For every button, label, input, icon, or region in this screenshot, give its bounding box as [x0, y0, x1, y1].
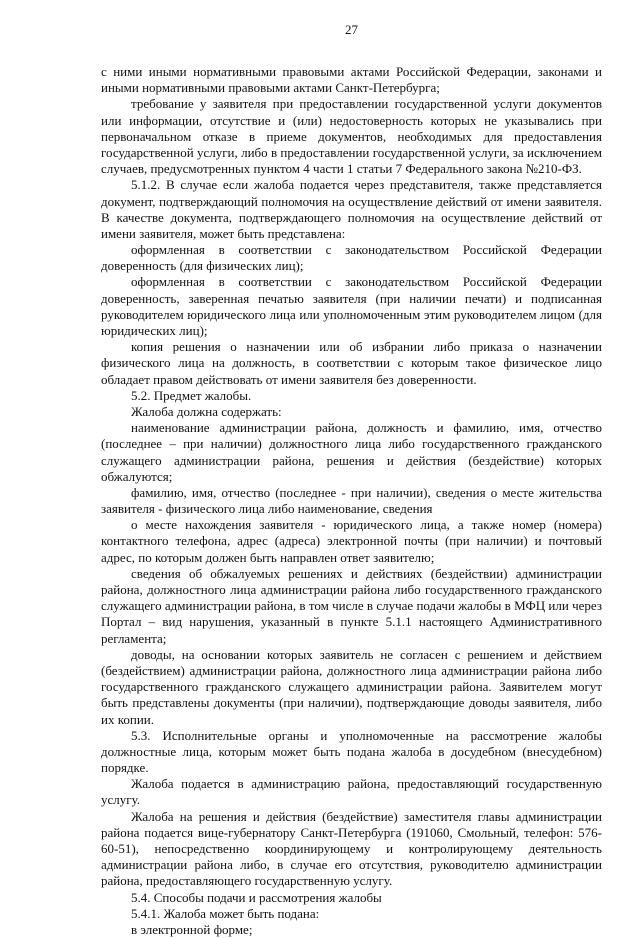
- paragraph: о месте нахождения заявителя - юридического лица, а также номер (номера) контактного телефона, адрес (адреса) электронной почты (при наличии) и почтовый адрес, по которым должен быть направлен ответ заявителю;: [101, 517, 602, 565]
- paragraph: Жалоба должна содержать:: [131, 403, 282, 419]
- paragraph: в электронной форме;: [131, 921, 253, 937]
- paragraph: 5.4.1. Жалоба может быть подана:: [131, 905, 320, 921]
- paragraph: наименование администрации района, должность и фамилию, имя, отчество (последнее – при наличии) должностного лица либо государственного гражданского служащего администрации района, решения и действия (бездействие) которых обжалуются;: [101, 420, 602, 484]
- section-heading: 5.2. Предмет жалобы.: [131, 387, 252, 403]
- paragraph: с ними иными нормативными правовыми актами Российской Федерации, законами и иными нормативными правовыми актами Санкт-Петербурга;: [101, 64, 602, 96]
- document-body: [101, 64, 602, 938]
- page-number: 27: [345, 22, 358, 37]
- paragraph: Жалоба подается в администрацию района, предоставляющий государственную услугу.: [101, 776, 602, 808]
- section-heading: 5.4. Способы подачи и рассмотрения жалобы: [131, 889, 382, 905]
- paragraph: доводы, на основании которых заявитель не согласен с решением и действием (бездействием) администрации района, должностного лица администрации района либо государственного гражданского служащего администрации района. Заявителем могут быть представлены документы (при наличии), подтверждающие доводы заявителя, либо их копии.: [101, 646, 602, 727]
- paragraph: сведения об обжалуемых решениях и действиях (бездействии) администрации района, должностного лица администрации района либо государственного гражданского служащего администрации района, в том числе в случае подачи жалобы в МФЦ или через Портал – вид нарушения, указанный в пункте 5.1.1 настоящего Административного регламента;: [101, 565, 602, 646]
- paragraph: Жалоба на решения и действия (бездействие) заместителя главы администрации района подается вице-губернатору Санкт-Петербурга (191060, Смольный, телефон: 576-60-51), непосредственно координирующему и контролирующему деятельность администрации района либо, в случае его отсутствия, руководителю администрации района, предоставляющего государственную услугу.: [101, 808, 602, 889]
- paragraph: требование у заявителя при предоставлении государственной услуги документов или информации, отсутствие и (или) недостоверность которых не указывались при первоначальном отказе в приеме документов, необходимых для предоставления государственной услуги, либо в предоставлении государственной услуги, за исключением случаев, предусмотренных пунктом 4 части 1 статьи 7 Федерального закона №210-ФЗ.: [101, 96, 602, 177]
- section-heading: 5.3. Исполнительные органы и уполномоченные на рассмотрение жалобы должностные лица, которым может быть подана жалоба в досудебном (внесудебном) порядке.: [101, 727, 602, 776]
- paragraph: оформленная в соответствии с законодательством Российской Федерации доверенность, заверенная печатью заявителя (при наличии печати) и подписанная руководителем юридического лица или уполномоченным этим руководителем лицом (для юридических лиц);: [101, 274, 602, 338]
- paragraph: фамилию, имя, отчество (последнее - при наличии), сведения о месте жительства заявителя - физического лица либо наименование, сведения: [101, 484, 602, 517]
- paragraph: 5.1.2. В случае если жалоба подается через представителя, также представляется документ, подтверждающий полномочия на осуществление действий от имени заявителя. В качестве документа, подтверждающего полномочия на осуществление действий от имени заявителя, может быть представлена:: [101, 177, 602, 241]
- paragraph: оформленная в соответствии с законодательством Российской Федерации доверенность (для физических лиц);: [101, 242, 602, 274]
- paragraph: копия решения о назначении или об избрании либо приказа о назначении физического лица на должность, в соответствии с которым такое физическое лицо обладает правом действовать от имени заявителя без доверенности.: [101, 339, 602, 387]
